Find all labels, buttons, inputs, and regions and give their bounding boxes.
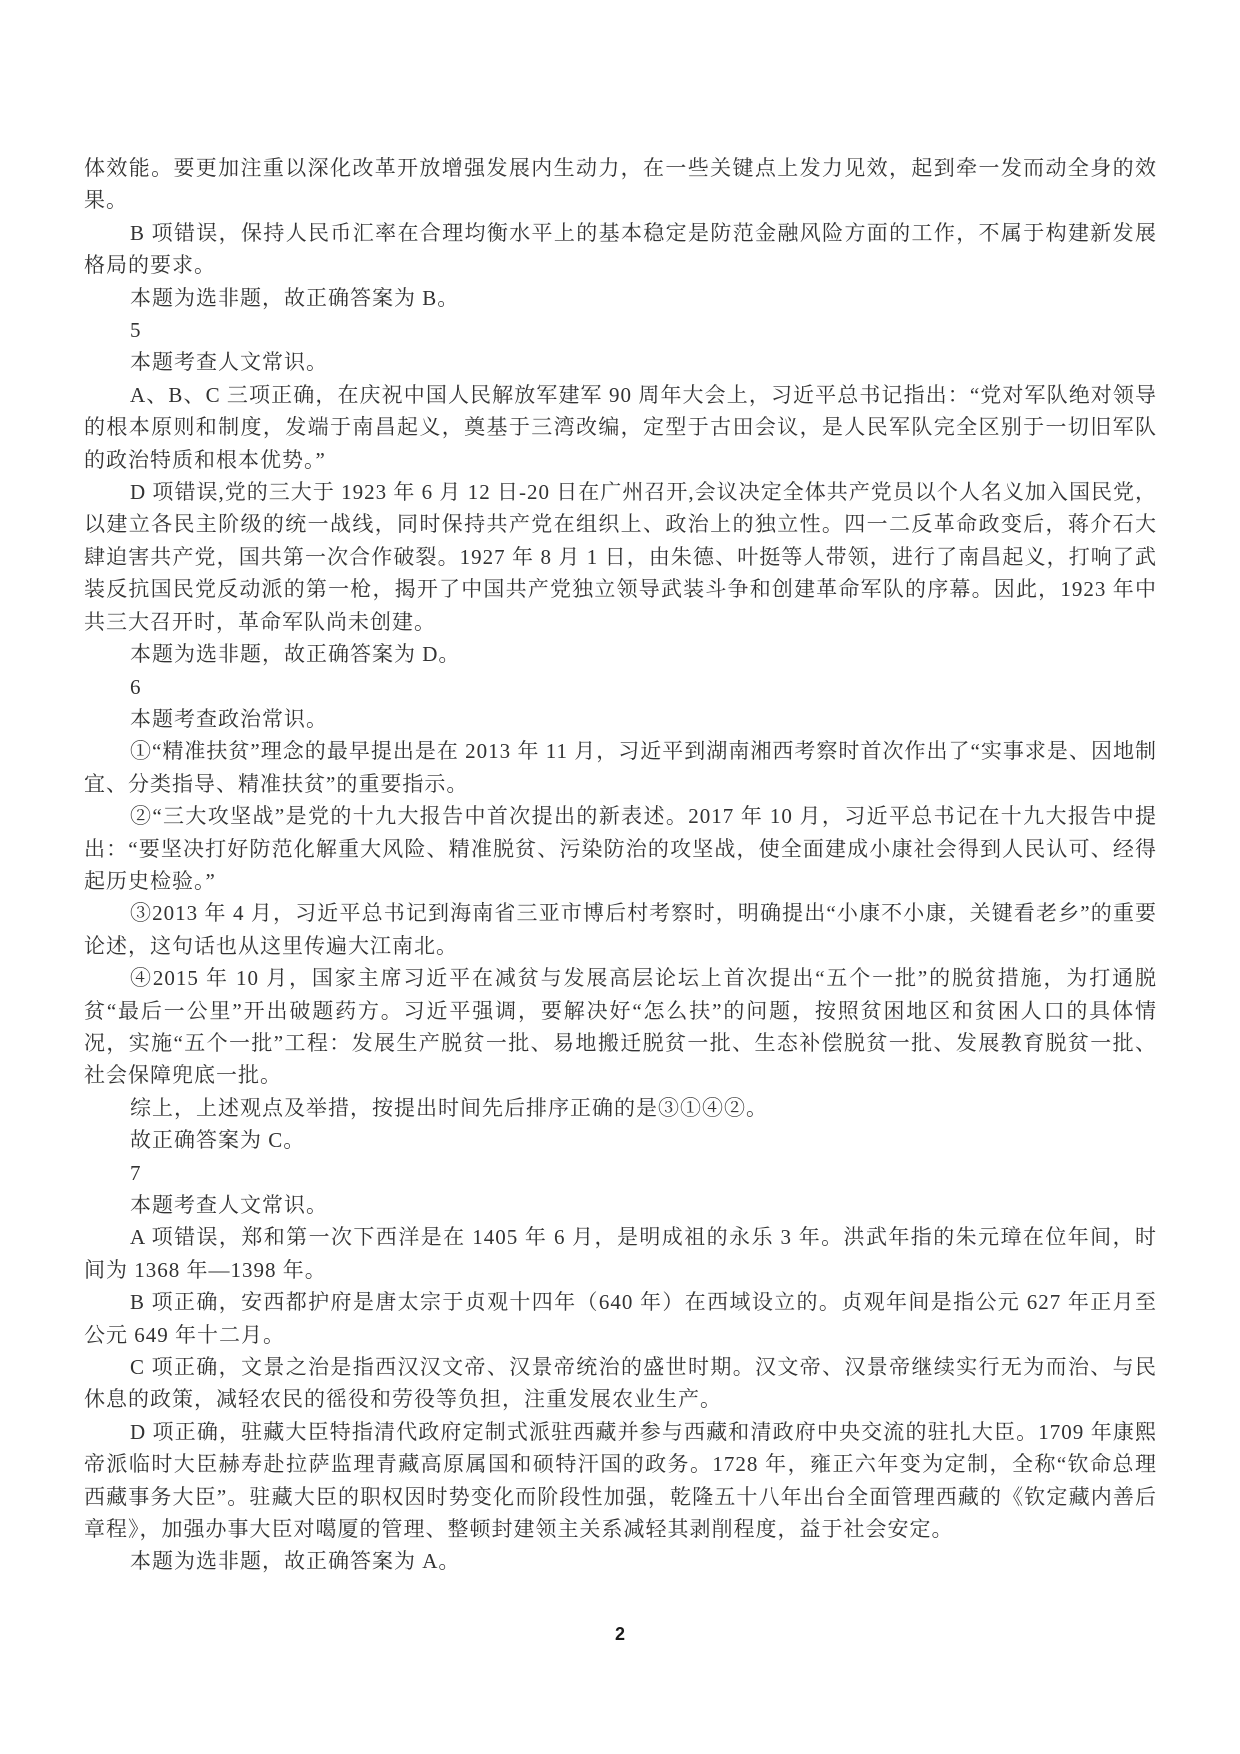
q4-option-b-analysis: B 项错误，保持人民币汇率在合理均衡水平上的基本稳定是防范金融风险方面的工作，不属于构建新发展格局的要求。 — [84, 220, 1157, 278]
q6-point-4: ④2015 年 10 月，国家主席习近平在减贫与发展高层论坛上首次提出“五个一批”的脱贫措施，为打通脱贫“最后一公里”开出破题药方。习近平强调，要解决好“怎么扶”的问题，按照贫困地区和贫困人口的具体情况，实施“五个一批”工程：发展生产脱贫一批、易地搬迁脱贫一批、生态补偿脱贫一批、发展教育脱贫一批、社会保障兜底一批。 — [84, 966, 1157, 1088]
q7-option-d-analysis: D 项正确，驻藏大臣特指清代政府定制式派驻西藏并参与西藏和清政府中央交流的驻扎大臣。1709 年康熙帝派临时大臣赫寿赴拉萨监理青藏高原属国和硕特汗国的政务。1728 年，雍正六年变为定制，全称“钦命总理西藏事务大臣”。驻藏大臣的职权因时势变化而阶段性加强，乾隆五十八年出台全面管理西藏的《钦定藏内善后章程》，加强办事大臣对噶厦的管理、整顿封建领主关系减轻其剥削程度，益于社会安定。 — [84, 1419, 1157, 1542]
q7-option-c-analysis: C 项正确，文景之治是指西汉汉文帝、汉景帝统治的盛世时期。汉文帝、汉景帝继续实行无为而治、与民休息的政策，减轻农民的徭役和劳役等负担，注重发展农业生产。 — [84, 1355, 1157, 1412]
q6-summary: 综上，上述观点及举措，按提出时间先后排序正确的是③①④②。 — [130, 1095, 768, 1120]
question-number-7: 7 — [130, 1160, 142, 1185]
q5-answer-statement: 本题为选非题，故正确答案为 D。 — [130, 642, 461, 667]
question-number-6: 6 — [130, 674, 142, 699]
page-number: 2 — [614, 1624, 625, 1644]
q6-point-2: ②“三大攻坚战”是党的十九大报告中首次提出的新表述。2017 年 10 月，习近平总书记在十九大报告中提出：“要坚决打好防范化解重大风险、精准脱贫、污染防治的攻坚战，使全面建成小康社会得到人民认可、经得起历史检验。” — [84, 804, 1157, 893]
q6-point-1: ①“精准扶贫”理念的最早提出是在 2013 年 11 月，习近平到湖南湘西考察时首次作出了“实事求是、因地制宜、分类指导、精准扶贫”的重要指示。 — [84, 739, 1157, 796]
document-body — [84, 152, 1157, 1578]
question-number-5: 5 — [130, 318, 142, 343]
q6-exam-point: 本题考查政治常识。 — [130, 706, 328, 731]
q7-option-b-analysis: B 项正确，安西都护府是唐太宗于贞观十四年（640 年）在西域设立的。贞观年间是指公元 627 年正月至公元 649 年十二月。 — [84, 1290, 1157, 1347]
q7-exam-point: 本题考查人文常识。 — [130, 1193, 328, 1217]
q5-options-abc-analysis: A、B、C 三项正确，在庆祝中国人民解放军建军 90 周年大会上，习近平总书记指出：“党对军队绝对领导的根本原则和制度，发端于南昌起义，奠基于三湾改编，定型于古田会议，是人民军队完全区别于一切旧军队的政治特质和根本优势。” — [84, 382, 1157, 472]
q7-option-a-analysis: A 项错误，郑和第一次下西洋是在 1405 年 6 月，是明成祖的永乐 3 年。洪武年指的朱元璋在位年间，时间为 1368 年—1398 年。 — [84, 1225, 1157, 1282]
q5-exam-point: 本题考查人文常识。 — [130, 350, 328, 375]
q4-answer-statement: 本题为选非题，故正确答案为 B。 — [130, 285, 460, 310]
continuation-paragraph: 体效能。要更加注重以深化改革开放增强发展内生动力，在一些关键点上发力见效，起到牵一发而动全身的效果。 — [84, 156, 1157, 213]
q6-point-3: ③2013 年 4 月，习近平总书记到海南省三亚市博后村考察时，明确提出“小康不小康，关键看老乡”的重要论述，这句话也从这里传遍大江南北。 — [84, 901, 1157, 958]
q5-option-d-analysis: D 项错误,党的三大于 1923 年 6 月 12 日-20 日在广州召开,会议决定全体共产党员以个人名义加入国民党，以建立各民主阶级的统一战线，同时保持共产党在组织上、政治上的独立性。四一二反革命政变后，蒋介石大肆迫害共产党，国共第一次合作破裂。1927 年 8 月 1 日，由朱德、叶挺等人带领，进行了南昌起义，打响了武装反抗国民党反动派的第一枪，揭开了中国共产党独立领导武装斗争和创建革命军队的序幕。因此，1923 年中共三大召开时，革命军队尚未创建。 — [84, 480, 1157, 634]
q6-answer-statement: 故正确答案为 C。 — [130, 1128, 306, 1153]
q7-answer-statement: 本题为选非题，故正确答案为 A。 — [130, 1549, 461, 1574]
